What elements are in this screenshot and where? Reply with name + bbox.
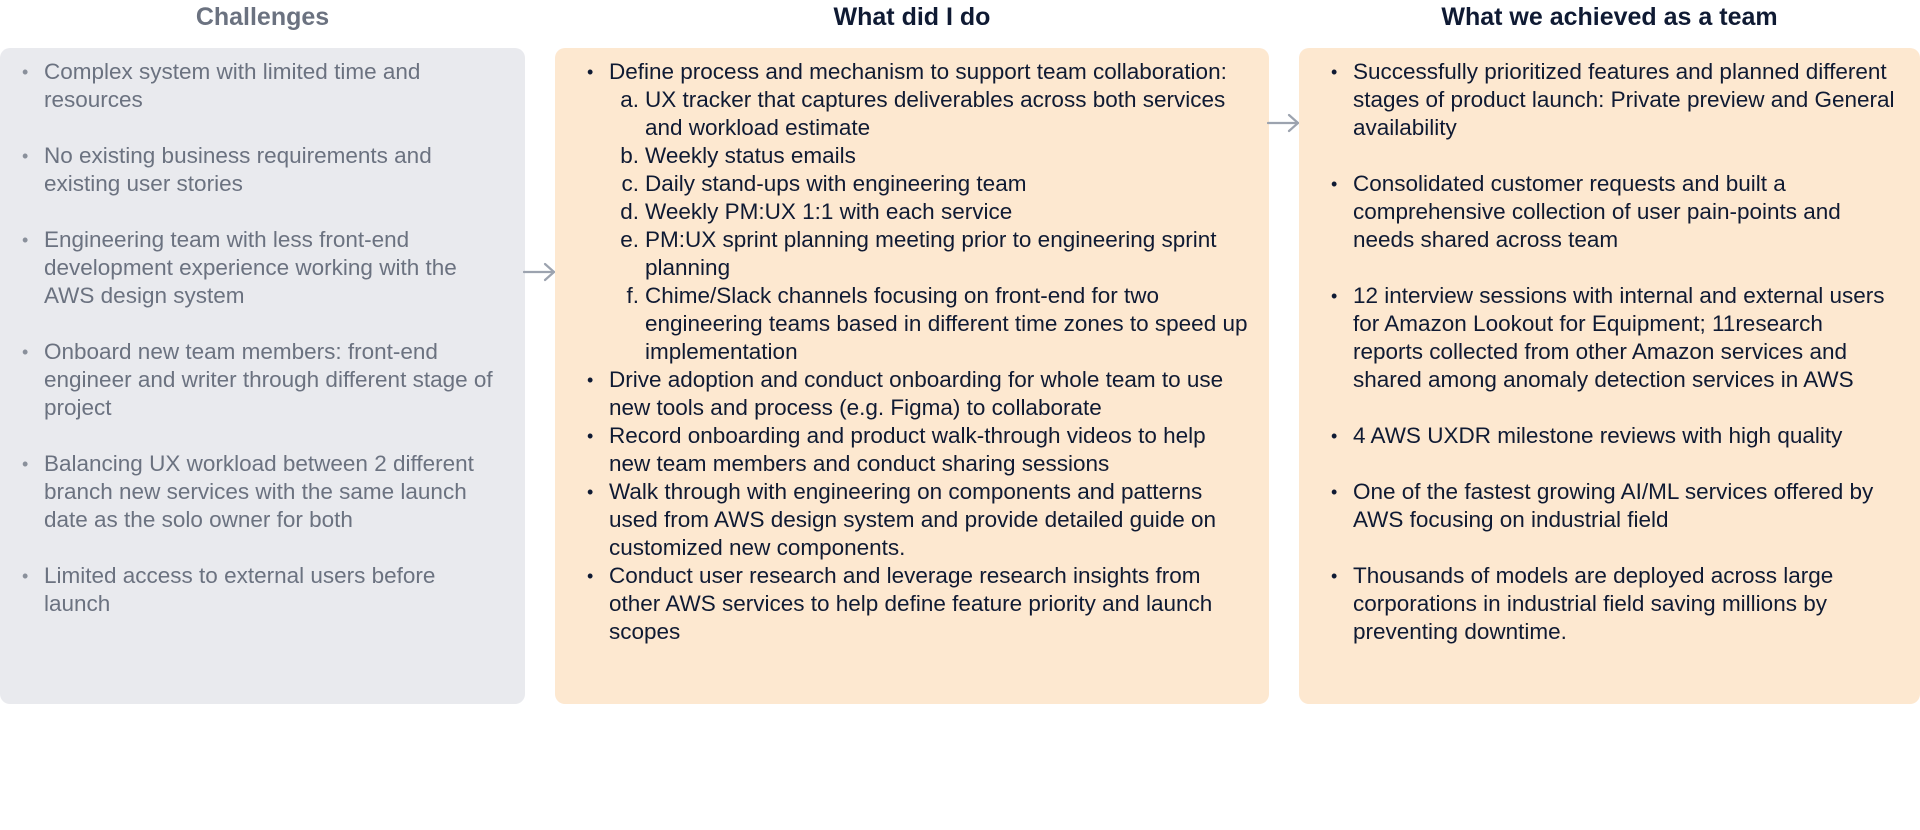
sub-list-marker: a. xyxy=(620,87,639,112)
achievements-heading: What we achieved as a team xyxy=(1441,3,1778,31)
list-item: • Conduct user research and leverage research insights from other AWS services to help define feature priority and launch scopes xyxy=(609,562,1251,646)
list-item: • Limited access to external users before launch xyxy=(44,562,505,618)
list-item: • Drive adoption and conduct onboarding for whole team to use new tools and process (e.g. Figma) to collaborate xyxy=(609,366,1251,422)
sub-list-item xyxy=(621,170,1251,198)
sub-list-item xyxy=(620,226,1251,282)
list-item: • Onboard new team members: front-end engineer and writer through different stage of project xyxy=(44,338,505,422)
sub-list-text: Weekly status emails xyxy=(645,143,856,168)
actions-list xyxy=(609,58,1251,646)
achievements-list xyxy=(1353,58,1898,646)
arrow-right-icon xyxy=(523,262,557,282)
sub-list-marker: e. xyxy=(620,227,639,252)
sub-list xyxy=(609,86,1251,366)
sub-list-marker: d. xyxy=(620,199,639,224)
sub-list-item xyxy=(620,198,1251,226)
actions-panel xyxy=(555,48,1269,704)
sub-list-text: Chime/Slack channels focusing on front-end for two engineering teams based in different time zones to speed up implementation xyxy=(645,283,1248,364)
list-item: • Walk through with engineering on components and patterns used from AWS design system and provide detailed guide on customized new components. xyxy=(609,478,1251,562)
achievements-panel xyxy=(1299,48,1920,704)
sub-list-text: Weekly PM:UX 1:1 with each service xyxy=(645,199,1013,224)
sub-list-marker: b. xyxy=(620,143,639,168)
list-item: • One of the fastest growing AI/ML services offered by AWS focusing on industrial field xyxy=(1353,478,1898,534)
sub-list-text: PM:UX sprint planning meeting prior to engineering sprint planning xyxy=(645,227,1217,280)
list-item: • 4 AWS UXDR milestone reviews with high quality xyxy=(1353,422,1898,450)
list-item: • Thousands of models are deployed across large corporations in industrial field saving millions by preventing downtime. xyxy=(1353,562,1898,646)
sub-list-item xyxy=(620,142,1251,170)
list-item: • Consolidated customer requests and built a comprehensive collection of user pain-points and needs shared across team xyxy=(1353,170,1898,254)
sub-list-item xyxy=(626,282,1251,366)
sub-list-marker: f. xyxy=(626,283,639,308)
list-item: • Engineering team with less front-end development experience working with the AWS design system xyxy=(44,226,505,310)
list-item xyxy=(609,58,1251,366)
list-item: • Complex system with limited time and resources xyxy=(44,58,505,114)
challenges-list xyxy=(44,58,505,618)
actions-heading: What did I do xyxy=(833,3,991,31)
sub-list-item xyxy=(620,86,1251,142)
challenges-panel xyxy=(0,48,525,704)
list-item: • Successfully prioritized features and planned different stages of product launch: Private preview and General availability xyxy=(1353,58,1898,142)
arrow-right-icon xyxy=(1267,113,1301,133)
sub-list-text: Daily stand-ups with engineering team xyxy=(645,171,1027,196)
sub-list-marker: c. xyxy=(621,171,639,196)
list-item: • Record onboarding and product walk-through videos to help new team members and conduct sharing sessions xyxy=(609,422,1251,478)
sub-list-text: UX tracker that captures deliverables across both services and workload estimate xyxy=(645,87,1226,140)
challenges-heading: Challenges xyxy=(195,3,330,31)
list-item: • Balancing UX workload between 2 different branch new services with the same launch date as the solo owner for both xyxy=(44,450,505,534)
list-item: • 12 interview sessions with internal and external users for Amazon Lookout for Equipment; 11research reports collected from other Amazon services and shared among anomaly detection services in AWS xyxy=(1353,282,1898,394)
list-item-text: Define process and mechanism to support team collaboration: xyxy=(609,59,1227,84)
list-item: • No existing business requirements and existing user stories xyxy=(44,142,505,198)
